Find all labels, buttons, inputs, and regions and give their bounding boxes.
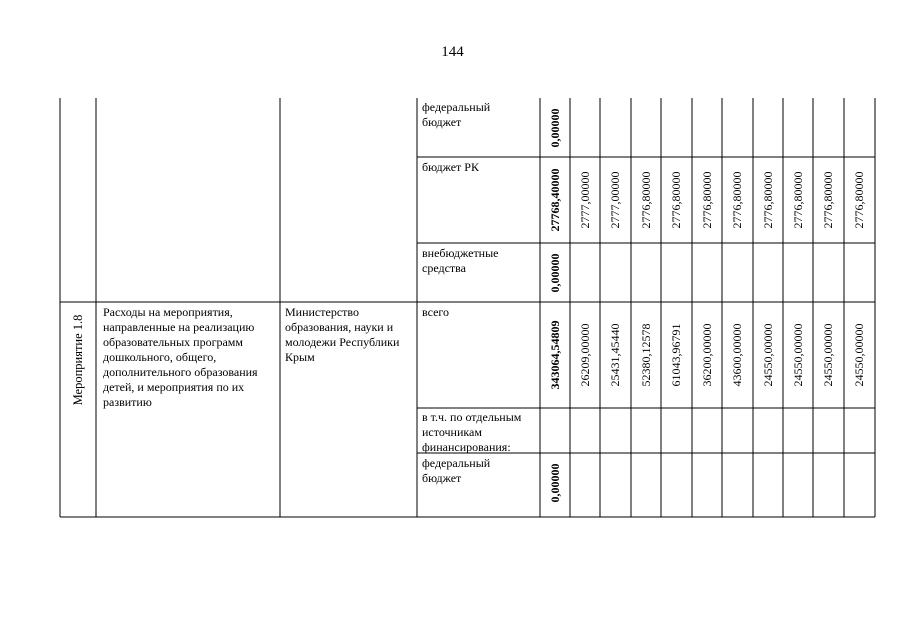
value-cell: 43600,00000 (730, 323, 744, 387)
value-cell: 2776,80000 (852, 171, 866, 229)
value-cell: 52380,12578 (639, 323, 653, 387)
value-cell: 25431,45440 (608, 323, 622, 387)
total-all: 343064,54809 (548, 320, 562, 390)
value-cell: 2776,80000 (821, 171, 835, 229)
value-cell: 2776,80000 (669, 171, 683, 229)
value-cell: 26209,00000 (578, 323, 592, 387)
page-number: 144 (441, 44, 464, 60)
source-label-extrabudget: внебюджетные средства (422, 246, 499, 275)
value-cell: 2776,80000 (791, 171, 805, 229)
value-cell: 24550,00000 (761, 323, 775, 387)
total-federal-2: 0,00000 (548, 463, 562, 503)
value-cell: 2776,80000 (730, 171, 744, 229)
source-label-total: всего (422, 305, 450, 319)
value-cell: 61043,96791 (669, 323, 683, 387)
source-label-rk: бюджет РК (422, 160, 479, 174)
value-cell: 24550,00000 (852, 323, 866, 387)
value-cell: 2776,80000 (639, 171, 653, 229)
source-label-federal-2: федеральный бюджет (422, 456, 491, 485)
source-label-federal-1: федеральный бюджет (422, 100, 491, 129)
value-cell: 36200,00000 (700, 323, 714, 387)
value-cell: 2777,00000 (578, 171, 592, 229)
total-federal-1: 0,00000 (548, 108, 562, 148)
value-cell: 24550,00000 (791, 323, 805, 387)
total-extrabudget: 0,00000 (548, 253, 562, 293)
value-cell: 2777,00000 (608, 171, 622, 229)
value-cell: 24550,00000 (821, 323, 835, 387)
value-cell: 2776,80000 (700, 171, 714, 229)
value-cell: 2776,80000 (761, 171, 775, 229)
measure-label: Мероприятие 1.8 (71, 314, 85, 406)
measure-executor: Министерство образования, науки и молодежи Республики Крым (285, 305, 400, 364)
measure-description: Расходы на мероприятия, направленные на реализацию образовательных программ дошкольного, общего, дополнительного образования детей, и мероприятия по их развитию (103, 305, 258, 409)
source-label-by-sources: в т.ч. по отдельным источникам финансирования: (422, 410, 522, 454)
total-rk: 27768,40000 (548, 168, 562, 232)
